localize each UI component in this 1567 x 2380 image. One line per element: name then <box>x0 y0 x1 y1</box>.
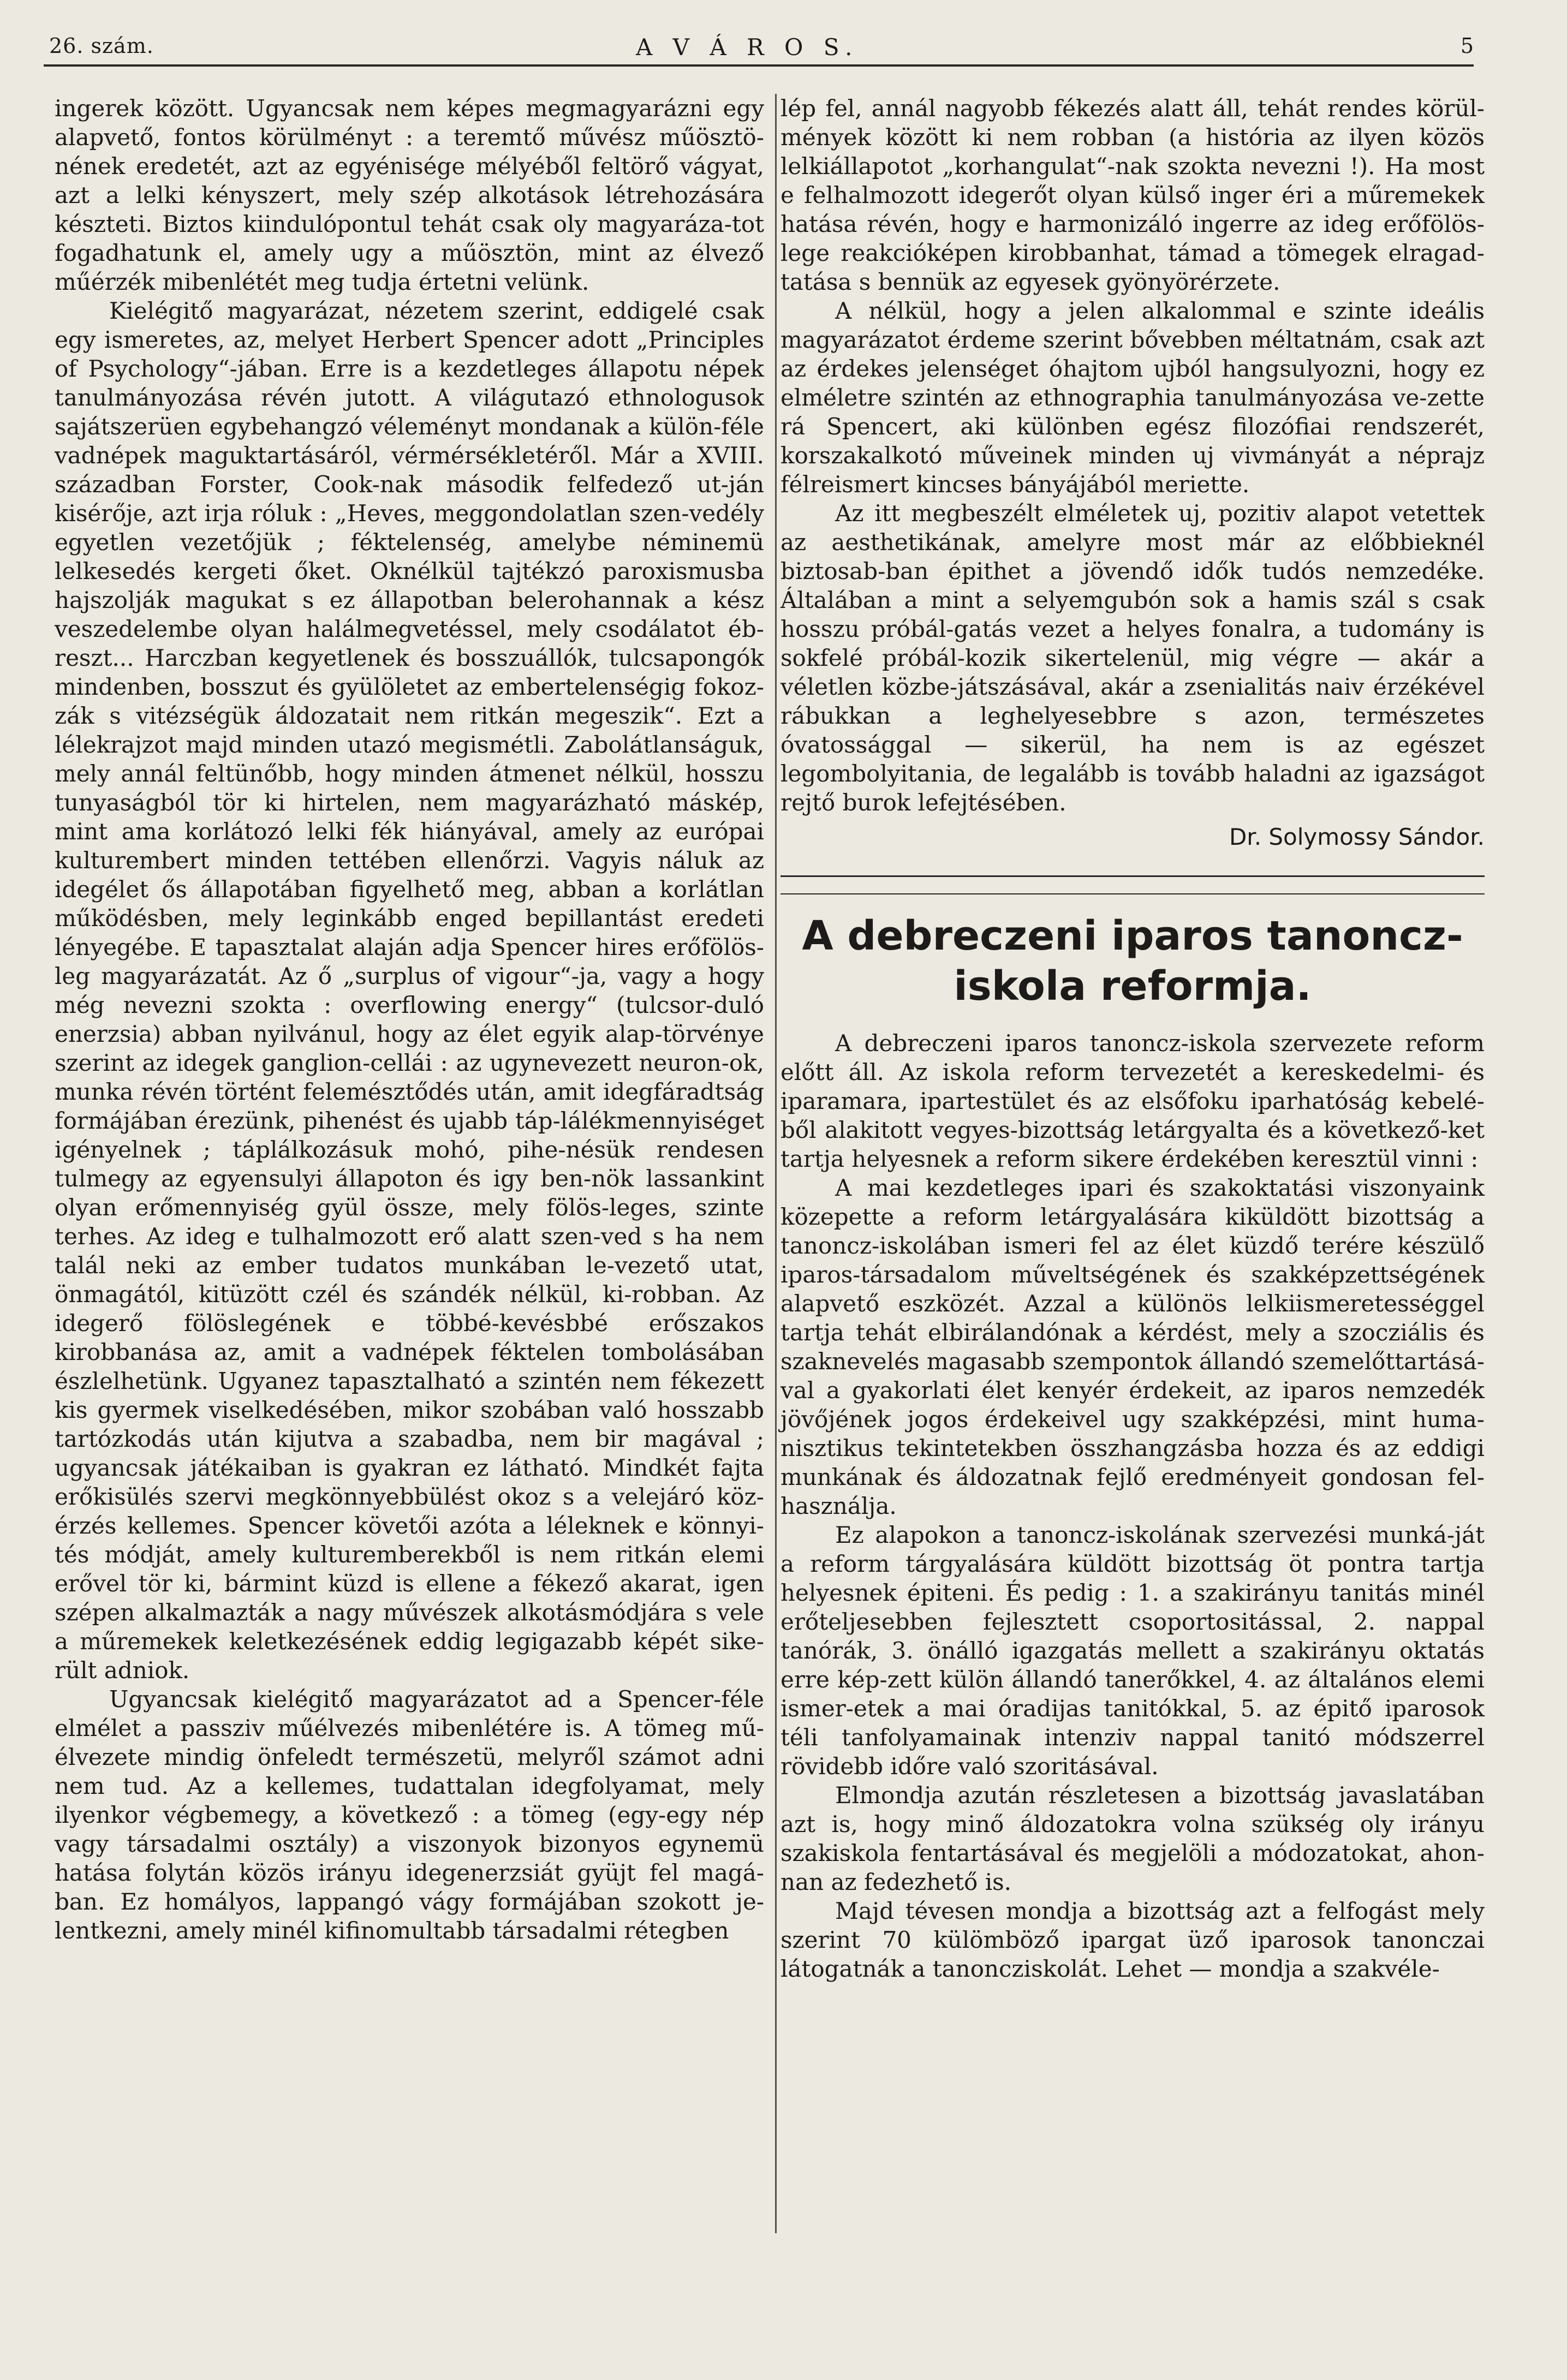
page-header <box>44 34 1474 67</box>
header-rule <box>44 64 1474 67</box>
paragraph: lép fel, annál nagyobb fékezés alatt áll, tehát rendes körül-mények között ki nem robban (a história az ilyen közös lelkiállapotot „korhangulat“-nak szokta nevezni !). Ha most e felhalmozott idegerőt olyan külső inger éri a műremekek hatása révén, hogy e harmonizáló ingerre az ideg erőfölös-lege reakcióképen kirobbanhat, támad a tömegek elragad-tatása s bennük az egyesek gyönyörérzete. <box>780 95 1485 295</box>
right-column <box>780 94 1485 1983</box>
section-divider <box>780 875 1485 877</box>
page-number: 5 <box>1460 34 1474 58</box>
paragraph: Ugyancsak kielégitő magyarázatot ad a Spencer-féle elmélet a passziv műélvezés mibenlétére is. A tömeg mű-élvezete mindig önfeledt természetü, melyről számot adni nem tud. Az a kellemes, tudattalan idegfolyamat, mely ilyenkor végbemegy, a következő : a tömeg (egy-egy nép vagy társadalmi osztály) a viszonyok bizonyos egynemü hatása folytán közös irányu idegenerzsiát gyüjt fel magá-ban. Ez homályos, lappangó vágy formájában szokott je-lentkezni, amely minél kifinomultabb társadalmi rétegben <box>55 1686 764 1944</box>
paragraph: Kielégitő magyarázat, nézetem szerint, eddigelé csak egy ismeretes, az, melyet Herbert Spencer adott „Principles of Psychology“-jában. Erre is a kezdetleges állapotu népek tanulmányozása révén jutott. A világutazó ethnologusok sajátszerüen egybehangzó véleményt mondanak a külön-féle vadnépek maguktartásáról, vérmérsékletéről. Már a XVIII. században Forster, Cook-nak második felfedező ut-ján kisérője, azt irja róluk : „Heves, meggondolatlan szen-vedély egyetlen vezetőjük ; féktelenség, amelybe néminemü lelkesedés kergeti őket. Oknélkül tajtékzó paroxismusba hajszolják magukat s ez állapotban belerohannak a kész veszedelembe olyan halálmegvetéssel, mely csodálatot éb-reszt... Harczban kegyetlenek és bosszuállók, tulcsapongók mindenben, bosszut és gyülöletet az embertelenségig fokoz-zák s vitézségük áldozatait nem ritkán megeszik“. Ezt a lélekrajzot majd minden utazó megismétli. Zabolátlanságuk, mely annál feltünőbb, hogy minden átmenet nélkül, hosszu tunyaságból tör ki hirtelen, nem magyarázható máskép, mint ama korlátozó lelki fék hiányával, amely az európai kulturembert minden tettében ellenőrzi. Vagyis náluk az idegélet ős állapotában figyelhető meg, abban a korlátlan működésben, mely leginkább enged bepillantást eredeti lényegébe. E tapasztalat alaján adja Spencer hires erőfölös-leg magyarázatát. Az ő „surplus of vigour“-ja, vagy a hogy még nevezni szokta : overflowing energy“ (tulcsor-duló enerzsia) abban nyilvánul, hogy az élet egyik alap-törvénye szerint az idegek ganglion-cellái : az ugynevezett neuron-ok, munka révén történt felemésztődés után, amit idegfáradtság formájában érezünk, pihenést és ujabb táp-lálékmennyiséget igényelnek ; táplálkozásuk mohó, pihe-nésük rendesen tulmegy az egyensulyi állapoton és igy ben-nök lassankint olyan erőmennyiség gyül össze, mely fölös-leges, szinte terhes. Az ideg e tulhalmozott erő alatt szen-ved s ha nem talál neki az ember tudatos munkában le-vezető utat, önmagától, kitüzött czél és szándék nélkül, ki-robban. Az idegerő fölöslegének e többé-kevésbbé erőszakos kirobbanása az, amit a vadnépek féktelen tombolásában észlelhetünk. Ugyanez tapasztalható a szintén nem fékezett kis gyermek viselkedésében, mikor szobában való hosszabb tartózkodás után kijutva a szabadba, nem bir magával ; ugyancsak játékaiban is gyakran ez látható. Mindkét fajta erőkisülés szervi megkönnyebbülést okoz s a velejáró köz-érzés kellemes. Spencer követői azóta a léleknek e könnyi-tés módját, amely kulturemberekből is nem ritkán elemi erővel tör ki, bármint küzd is ellene a fékező akarat, igen szépen alkalmazták a nagy művészek alkotásmódjára s vele a műremekek keletkezésének eddig legigazabb képét sike-rült adniok. <box>55 297 764 1684</box>
paragraph: Ez alapokon a tanoncz-iskolának szervezési munká-ját a reform tárgyalására küldött bizottság öt pontra tartja helyesnek épiteni. És pedig : 1. a szakirányu tanitás minél erőteljesebben fejlesztett csoportositással, 2. nappal tanórák, 3. önálló igazgatás mellett a szakirányu oktatás erre kép-zett külön állandó tanerőkkel, 4. az általános elemi ismer-etek a mai óradijas tanitókkal, 5. az épitő iparosok téli tanfolyamainak intenziv nappal tanitó módszerrel rövidebb időre való szoritásával. <box>780 1522 1485 1780</box>
article-title: A debreczeni iparos tanoncz-iskola reformja. <box>802 912 1463 1010</box>
issue-number: 26. szám. <box>49 34 154 58</box>
section-divider-thin <box>780 893 1485 894</box>
paragraph: A nélkül, hogy a jelen alkalommal e szinte ideális magyarázatot érdeme szerint bővebben méltatnám, csak azt az érdekes jelenséget óhajtom ujból hangsulyozni, hogy ez elméletre szintén az ethnographia tanulmányozása ve-zette rá Spencert, aki különben egész filozófiai rendszerét, korszakalkotó műveinek minden uj vivmányát a néprajz félreismert kincses bányájából meriette. <box>780 297 1485 498</box>
newspaper-title: A V Á R O S. <box>636 34 859 61</box>
paragraph: A mai kezdetleges ipari és szakoktatási viszonyaink közepette a reform letárgyalására kiküldött bizottság a tanoncz-iskolában ismeri fel az élet küzdő terére készülő iparos-társadalom műveltségének és szakképzettségének alapvető eszközét. Azzal a különös lelkiismeretességgel tartja tehát elbirálandónak a kérdést, mely a szocziális és szaknevelés magasabb szempontok állandó szemelőttartásá-val a gyakorlati élet kenyér érdekeit, az iparos nemzedék jövőjének jogos érdekeivel ugy szakképzési, mint huma-nisztikus tekintetekben összhangzásba hozza és az eddigi munkának és áldozatnak fejlő eredményeit gondosan fel-használja. <box>780 1174 1485 1519</box>
paragraph: A debreczeni iparos tanoncz-iskola szervezete reform előtt áll. Az iskola reform tervezetét a kereskedelmi- és iparamara, ipartestület és az elsőfoku iparhatóság kebelé-ből alakitott vegyes-bizottság letárgyalta és a következő-ket tartja helyesnek a reform sikere érdekében keresztül vinni : <box>780 1030 1485 1172</box>
paragraph: Majd tévesen mondja a bizottság azt a felfogást mely szerint 70 külömböző ipargat üző iparosok tanonczai látogatnák a tanoncziskolát. Lehet — mondja a szakvéle- <box>780 1898 1485 1982</box>
paragraph: Az itt megbeszélt elméletek uj, pozitiv alapot vetettek az aesthetikának, amelyre most már az előbbieknél biztosab-ban épithet a jövendő idők tudós nemzedéke. Általában a mint a selyemgubón sok a hamis szál s csak hosszu próbál-gatás vezet a helyes fonalra, a tudomány is sokfelé próbál-kozik sikertelenül, mig végre — akár a véletlen közbe-játszásával, akár a zsenialitás naiv érzékével rábukkan a leghelyesebbre s azon, természetes óvatossággal — sikerül, ha nem is az egészet legombolyitania, de legalább is tovább haladni az igazságot rejtő burok lefejtésében. <box>780 500 1485 816</box>
paragraph: ingerek között. Ugyancsak nem képes megmagyarázni egy alapvető, fontos körülményt : a teremtő művész műösztö-nének eredetét, azt az egyénisége mélyéből feltörő vágyat, azt a lelki kényszert, mely szép alkotások létrehozására készteti. Biztos kiindulópontul tehát csak oly magyaráza-tot fogadhatunk el, amely ugy a műösztön, mint az élvező műérzék mibenlétét meg tudja értetni velünk. <box>55 95 764 295</box>
column-separator <box>775 94 777 2233</box>
paragraph: Elmondja azután részletesen a bizottság javaslatában azt is, hogy minő áldozatokra volna szükség oly irányu szakiskola fentartásával és megjelöli a módozatokat, ahon-nan az fedezhető is. <box>780 1782 1485 1895</box>
author-signature: Dr. Solymossy Sándor. <box>1229 824 1485 850</box>
left-column <box>55 94 764 1945</box>
